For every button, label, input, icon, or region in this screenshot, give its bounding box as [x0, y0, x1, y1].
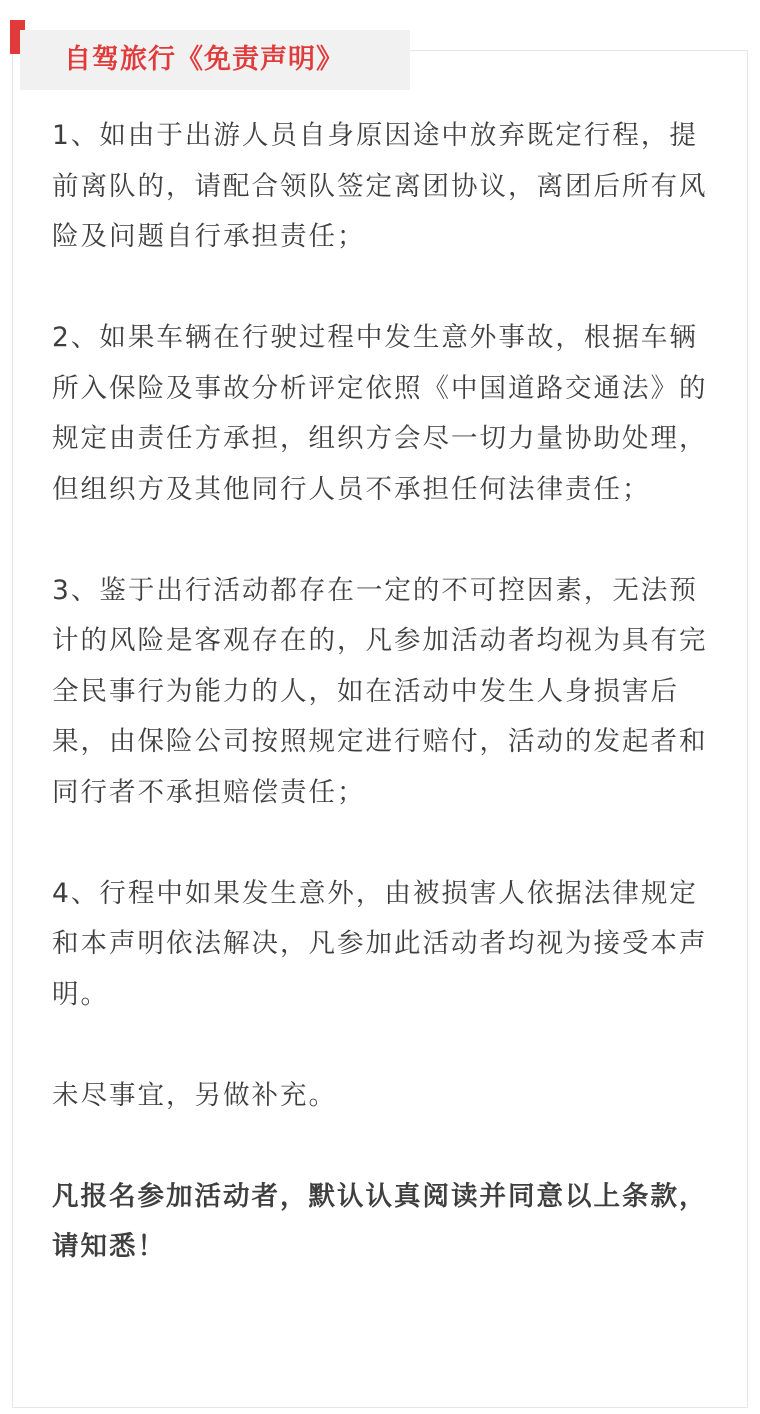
paragraph-spacer: [52, 515, 712, 566]
paragraph-spacer: [52, 263, 712, 314]
clause-2: 2、如果车辆在行驶过程中发生意外事故，根据车辆所入保险及事故分析评定依照《中国道路交通法》的规定由责任方承担，组织方会尽一切力量协助处理，但组织方及其他同行人员不承担任何法律责任；: [52, 322, 708, 505]
supplement-note: 未尽事宜，另做补充。: [52, 1079, 337, 1111]
disclaimer-body: [52, 111, 712, 1273]
paragraph-spacer: [52, 1020, 712, 1071]
paragraph-spacer: [52, 818, 712, 869]
paragraph-spacer: [52, 1121, 712, 1172]
clause-1: 1、如由于出游人员自身原因途中放弃既定行程，提前离队的，请配合领队签定离团协议，离团后所有风险及问题自行承担责任；: [52, 120, 708, 252]
closing-statement: 凡报名参加活动者，默认认真阅读并同意以上条款，请知悉！: [52, 1180, 708, 1262]
page-title: 自驾旅行《免责声明》: [64, 44, 344, 75]
clause-4: 4、行程中如果发生意外，由被损害人依据法律规定和本声明依法解决，凡参加此活动者均视为接受本声明。: [52, 877, 708, 1010]
clause-3: 3、鉴于出行活动都存在一定的不可控因素，无法预计的风险是客观存在的，凡参加活动者均视为具有完全民事行为能力的人，如在活动中发生人身损害后果，由保险公司按照规定进行赔付，活动的发起者和同行者不承担赔偿责任；: [52, 574, 708, 808]
